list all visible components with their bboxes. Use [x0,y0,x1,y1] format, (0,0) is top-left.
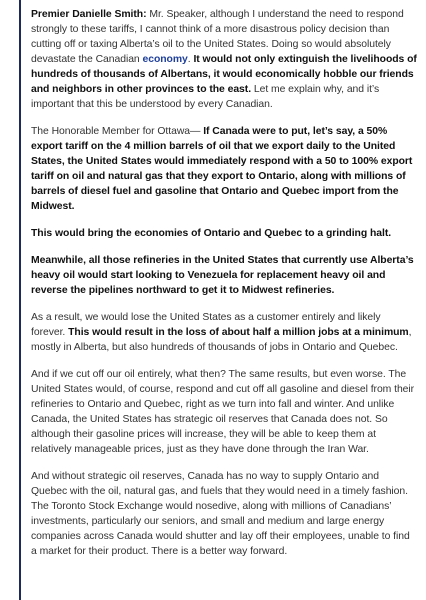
economy-link[interactable]: economy [142,54,188,65]
paragraph-3: This would bring the economies of Ontario and Quebec to a grinding halt. [31,228,392,239]
paragraph-1: Premier Danielle Smith: Mr. Speaker, although I understand the need to respond strongly to these tariffs, I cannot think of a more disastrous policy decision than cutting off or taxing Alberta’s oil to the United States. Doing so would absolutely devastate the Canadian economy. It would not only extinguish the livelihoods of hundreds of thousands of Albertans, it would economically hobble our friends and neighbors in other provinces to the east. Let me explain why, and it’s important that this be understood by every Canadian. [31,9,417,110]
speaker-name: The Honorable Member for Ottawa— [31,126,204,137]
transcript-body [31,7,417,571]
paragraph-7: And without strategic oil reserves, Canada has no way to supply Ontario and Quebec with the oil, natural gas, and fuels that they would need in a timely fashion. The Toronto Stock Exchange would nosedive, along with millions of Canadians’ investments, particularly our seniors, and small and medium and large energy companies across Canada would shutter and lay off their employees, unable to find a market for their product. There is a better way forward. [31,471,410,557]
paragraph-2: The Honorable Member for Ottawa— If Canada were to put, let’s say, a 50% export tariff on the 4 million barrels of oil that we export daily to the United States, the United States would immediately respond with a 50 to 100% export tariff on oil and natural gas that they export to Ontario, along with millions of barrels of diesel fuel and gasoline that Ontario and Quebec import from the Midwest. [31,126,413,212]
blockquote-rule [19,0,21,600]
speaker-name: Premier Danielle Smith: [31,9,147,20]
paragraph-5: As a result, we would lose the United States as a customer entirely and likely forever. This would result in the loss of about half a million jobs at a minimum, mostly in Alberta, but also hundreds of thousands of jobs in Ontario and Quebec. [31,312,412,353]
paragraph-4: Meanwhile, all those refineries in the United States that currently use Alberta’s heavy oil would start looking to Venezuela for replacement heavy oil and reverse the pipelines northward to get it to Midwest refineries. [31,255,414,296]
paragraph-6: And if we cut off our oil entirely, what then? The same results, but even worse. The United States would, of course, respond and cut off all gasoline and diesel from their refineries to Ontario and Quebec, right as we turn into fall and winter. And unlike Canada, the United States has strategic oil reserves that Canada does not. So although their gasoline prices will increase, they will be able to keep them at relatively manageable prices, just as they have done through the Iran War. [31,369,415,455]
